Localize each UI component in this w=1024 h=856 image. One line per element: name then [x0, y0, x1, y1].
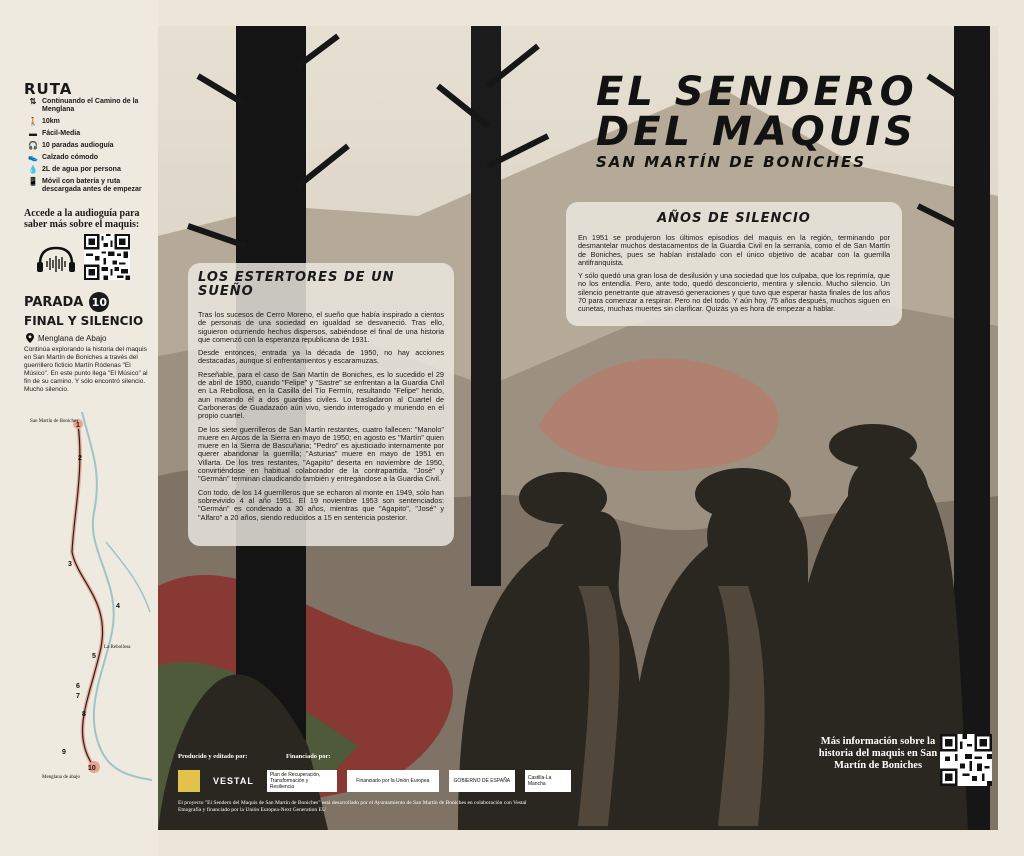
route-info-label: Calzado cómodo — [42, 154, 99, 161]
recovery-plan-logo: Plan de Recuperación, Transformación y Resiliencia — [267, 770, 337, 792]
panel-heading: LOS ESTERTORES DE UN SUEÑO — [198, 270, 395, 299]
ruta-title: RUTA — [24, 80, 73, 98]
map-place-label: Menglana de abajo — [42, 775, 81, 780]
route-icon: ⇅ — [29, 97, 37, 106]
map-stop-label: 6 — [76, 683, 80, 690]
route-info-label: Continuando el Camino de la Menglana — [42, 98, 139, 113]
difficulty-icon: ▬ — [29, 129, 37, 138]
list-item — [28, 118, 154, 126]
map-stop-label: 5 — [92, 653, 96, 660]
tree-trunk — [471, 26, 501, 586]
vestal-logo: VESTAL — [213, 776, 254, 786]
hiker-icon: 🚶 — [28, 117, 38, 126]
headphones-icon — [34, 244, 78, 274]
panel-paragraph: Desde entonces, entrada ya la década de 1950, no hay acciones destacadas, aunque sí enfrentamientos y escaramuzas. — [198, 348, 444, 366]
panel-paragraph: De los siete guerrilleros de San Martín restantes, cuatro fallecen: "Manolo" muere en Arcos de la Sierra en mayo de 1950; en agosto es "Martín" quien muere en la Sierra de Bascuñana; "Pedro" es ajusticiado internamente por querer abandonar la guerrilla; "Asturias" muere en mayo de 1951 en Villarta. De los tres restantes, "Agapito" deserta en noviembre de 1950, convirtiéndose en habitual colaborador de la contrapartida. "José" y "Germán" terminan claudicando también y entregándose a la Guardia Civil. — [198, 424, 444, 484]
title-line-1: EL SENDERO — [596, 69, 918, 115]
stop-number-badge: 10 — [89, 292, 109, 312]
stop-header — [24, 292, 152, 328]
funded-by-label: Financiado por: — [286, 753, 331, 760]
panel-paragraph: Tras los sucesos de Cerro Moreno, el sueño que había inspirado a cientos de personas de una sociedad en igualdad se desvaneció. Tras ello, siguieron ocurriendo hechos dispersos, sabiéndose el final de una historia que comenzó con la esperanza republicana de 1931. — [198, 310, 444, 344]
route-info-label: Fácil-Media — [42, 130, 81, 137]
route-map — [22, 412, 156, 782]
more-info-qr-code[interactable] — [940, 734, 992, 786]
stop-label: PARADA — [24, 294, 84, 310]
panel-heading: AÑOS DE SILENCIO — [657, 211, 811, 226]
stop-description: Continúa explorando la historia del maquis en San Martín de Boniches a través del guerrillero ficticio Martín Ródenas "El Músico". En este punto llega "El Músico" al fin de su camino. Y sólo encontró silencio. Mucho silencio. — [24, 346, 148, 393]
route-line — [72, 424, 103, 764]
map-stop-label: 9 — [62, 749, 66, 756]
list-item — [28, 178, 154, 194]
map-stop-label: 8 — [82, 711, 86, 718]
water-drop-icon: 💧 — [28, 165, 38, 174]
phone-icon: 📱 — [28, 177, 38, 186]
audioguide-prompt: Accede a la audioguía para saber más sobre el maquis: — [24, 208, 140, 230]
shoe-icon: 👟 — [28, 153, 38, 162]
map-stop-label: 4 — [116, 603, 120, 610]
list-item — [28, 154, 154, 162]
municipal-shield-logo — [178, 770, 200, 792]
stop-location — [26, 333, 107, 343]
route-info-label: 10km — [42, 118, 60, 125]
map-stop-label: 2 — [78, 455, 82, 462]
route-info-list — [28, 98, 154, 198]
map-stop-label: 7 — [76, 693, 80, 700]
route-info-label: 10 paradas audioguía — [42, 142, 114, 149]
list-item — [28, 98, 154, 114]
map-place-label: La Rebollosa — [104, 645, 131, 650]
title-line-2: DEL MAQUIS — [596, 109, 917, 155]
more-info-text: Más información sobre la historia del maquis en San Martín de Boniches — [818, 736, 938, 771]
audioguide-qr-code[interactable] — [84, 234, 130, 280]
panel-paragraph: Y sólo quedó una gran losa de desilusión y una sociedad que los culpaba, que los reprimía, que no los entendía. Pero, ante todo, quedó desconcierto, mentira y silencio. Mucho silencio. Un silencio penetrante que atravesó generaciones y que tuvo que esperar hasta finales de los años 70 para comenzar a respirar. Pero no del todo. Y aún hoy, 75 años después, muchos siguen en cunetas, muchas muertes sin clarificar. Quizás ya es hora de empezar a hablar. — [578, 271, 890, 314]
map-pin-icon — [26, 333, 34, 343]
text-panel-estertores — [188, 263, 454, 546]
map-place-label: San Martín de Boniches — [30, 419, 79, 424]
eu-funding-logo: Financiado por la Unión Europea — [347, 770, 439, 792]
text-panel-silencio — [566, 202, 902, 326]
poster-title — [596, 69, 996, 172]
stop-location-label: Menglana de Abajo — [38, 333, 107, 343]
list-item — [28, 166, 154, 174]
panel-paragraph: Reseñable, para el caso de San Martín de Boniches, es lo sucedido el 29 de abril de 1950, cuando "Felipe" y "Sastre" se enfrentan a la Guardia Civil en La Rebollosa, en la Casilla del Tío Fermín, resultando "Felipe" herido, aun matando él a dos guardias civiles. Lo trasladaron al Cuartel de Carboneras de Guadazaón aún vivo, siendo interrogado y muriendo en el propio cuartel. — [198, 369, 444, 421]
route-sidebar — [0, 0, 158, 856]
sponsor-logos — [178, 766, 571, 796]
list-item — [28, 130, 154, 138]
map-stop-label: 3 — [68, 561, 72, 568]
map-stop-label: 1 — [76, 422, 80, 429]
panel-paragraph: Con todo, de los 14 guerrilleros que se echaron al monte en 1949, sólo han sobrevivido 4 al año 1951. El 19 noviembre 1953 son sentenciados: "Germán" es condenado a 30 años, mientras que "Agapito", "José" y "Alfaro" a 20 años, siendo reducidos a 15 en sentencia posterior. — [198, 487, 444, 522]
produced-by-label: Producido y editado por: — [178, 753, 248, 760]
stop-name: FINAL Y SILENCIO — [24, 314, 144, 328]
route-info-label: Móvil con batería y ruta descargada antes de empezar — [42, 178, 142, 193]
title-subtitle: SAN MARTÍN DE BONICHES — [596, 153, 867, 171]
panel-paragraph: En 1951 se produjeron los últimos episodios del maquis en la región, terminando por desmantelar muchos destacamentos de la Guardia Civil en la serranía, como el de San Martín de Boniches, pues se habían instalado con el único objetivo de acabar con la guerrilla antifranquista. — [578, 233, 890, 267]
list-item — [28, 142, 154, 150]
poster-panel — [158, 26, 998, 830]
castilla-la-mancha-logo: Castilla-La Mancha — [525, 770, 571, 792]
route-trail — [72, 424, 103, 764]
route-info-label: 2L de agua por persona — [42, 166, 121, 173]
headphones-icon: 🎧 — [28, 141, 38, 150]
map-stop-label: 10 — [88, 765, 96, 772]
project-credit-footer: El proyecto "El Sendero del Maquis de San Martín de Boniches" está desarrollado por el Ayuntamiento de San Martín de Boniches en colaboración con Vestal Etnografía y financiado por la Unión Europea-Next Generation EU — [178, 800, 527, 813]
spain-government-logo: GOBIERNO DE ESPAÑA — [449, 770, 515, 792]
